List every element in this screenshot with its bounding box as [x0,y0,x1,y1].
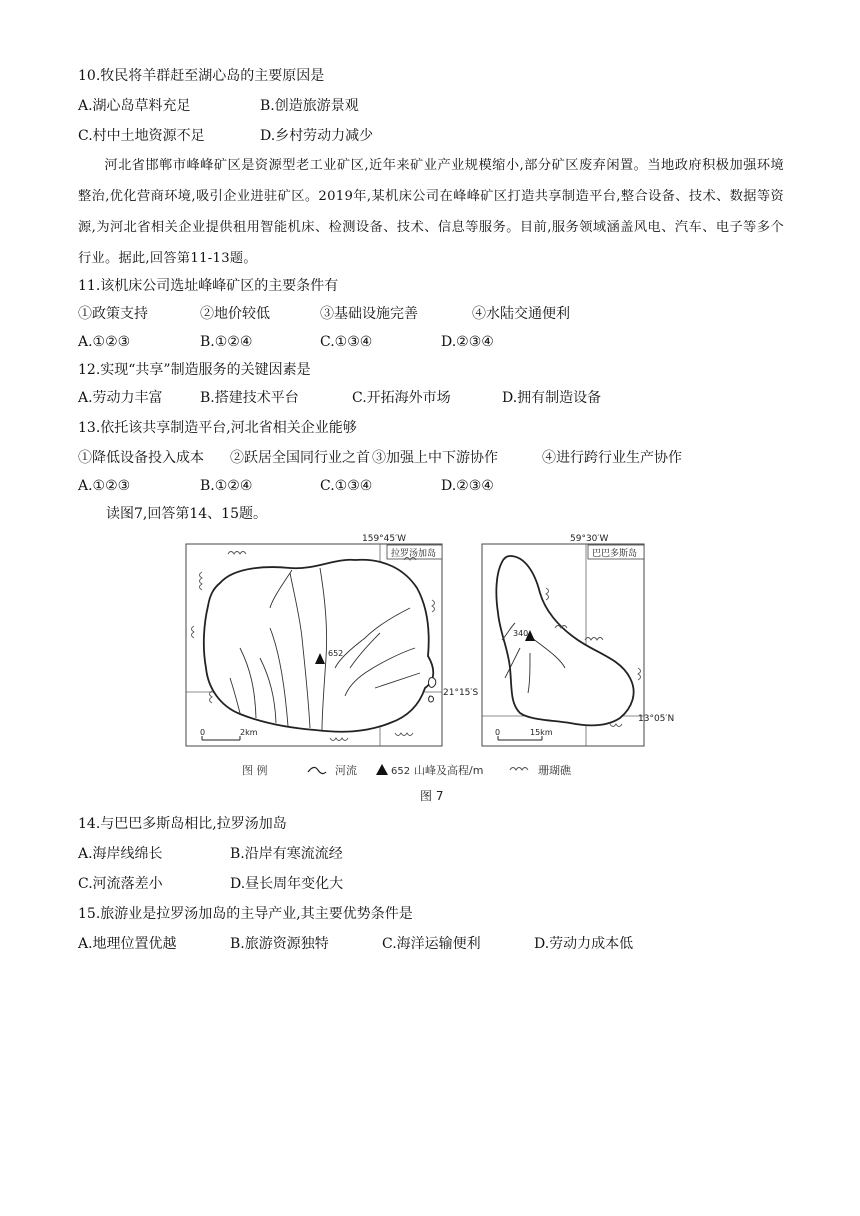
q11-item-2: ②地价较低 [200,306,270,322]
legend-title: 图 例 [242,764,268,777]
right-map-longitude: 59°30′W [570,534,609,544]
q14-option-a[interactable]: A.海岸线绵长 [78,846,163,862]
figure-intro: 读图7,回答第14、15题。 [106,506,267,522]
q12-option-a[interactable]: A.劳动力丰富 [78,390,163,406]
legend-peak: 山峰及高程/m [414,764,484,777]
q10-option-b[interactable]: B.创造旅游景观 [260,98,359,114]
barbados-island [496,556,633,725]
question-12-stem: 12.实现“共享”制造服务的关键因素是 [78,362,311,378]
q10-option-d[interactable]: D.乡村劳动力减少 [260,128,374,144]
question-14-stem: 14.与巴巴多斯岛相比,拉罗汤加岛 [78,816,287,832]
legend-peak-icon [376,764,388,775]
q10-option-a[interactable]: A.湖心岛草料充足 [78,98,191,114]
left-scale-end: 2km [240,728,258,737]
left-scale-start: 0 [200,728,206,737]
question-13-stem: 13.依托该共享制造平台,河北省相关企业能够 [78,420,357,436]
legend-reef: 珊瑚礁 [538,764,571,777]
q12-option-b[interactable]: B.搭建技术平台 [200,390,299,406]
q11-option-d[interactable]: D.②③④ [441,334,494,350]
q11-option-c[interactable]: C.①③④ [320,334,373,350]
q15-option-c[interactable]: C.海洋运输便利 [382,936,481,952]
question-10-stem: 10.牧民将羊群赶至湖心岛的主要原因是 [78,68,325,84]
legend-reef-icon [510,768,528,771]
legend-peak-sample: 652 [391,766,411,777]
q11-item-1: ①政策支持 [78,306,148,322]
rarotonga-peak-elevation: 652 [328,649,344,658]
right-map-latitude: 13°05′N [638,714,675,724]
q13-item-3: ③加强上中下游协作 [372,450,498,466]
barbados-peak-elevation: 340 [513,629,529,638]
q10-option-c[interactable]: C.村中土地资源不足 [78,128,205,144]
question-11-stem: 11.该机床公司选址峰峰矿区的主要条件有 [78,278,339,294]
right-map-title: 巴巴多斯岛 [592,549,638,559]
question-15-stem: 15.旅游业是拉罗汤加岛的主导产业,其主要优势条件是 [78,906,413,922]
legend-river-icon [308,767,326,773]
q13-item-1: ①降低设备投入成本 [78,450,204,466]
figure-caption: 图 7 [420,789,444,803]
q13-option-a[interactable]: A.①②③ [78,478,131,494]
figure-7-maps [180,528,700,804]
q11-option-b[interactable]: B.①②④ [200,334,253,350]
q12-option-d[interactable]: D.拥有制造设备 [502,390,602,406]
q13-option-d[interactable]: D.②③④ [441,478,494,494]
right-scale-end: 15km [530,728,553,737]
q14-option-c[interactable]: C.河流落差小 [78,876,163,892]
right-scale-start: 0 [495,728,501,737]
left-map-latitude: 21°15′S [443,688,479,698]
left-map-title: 拉罗汤加岛 [391,549,437,559]
q14-option-d[interactable]: D.昼长周年变化大 [230,876,344,892]
q11-item-4: ④水陆交通便利 [472,306,570,322]
q13-item-2: ②跃居全国同行业之首 [230,450,370,466]
legend-river: 河流 [335,764,357,777]
q13-item-4: ④进行跨行业生产协作 [542,450,682,466]
passage-11-13: 河北省邯郸市峰峰矿区是资源型老工业矿区,近年来矿业产业规模缩小,部分矿区废弃闲置。当地政府积极加强环境整治,优化营商环境,吸引企业进驻矿区。2019年,某机床公司在峰峰矿区打造共享制造平台,整合设备、技术、数据等资源,为河北省相关企业提供租用智能机床、检测设备、技术、信息等服务。目前,服务领域涵盖风电、汽车、电子等多个行业。据此,回答第11-13题。 [78,158,784,266]
q14-option-b[interactable]: B.沿岸有寒流流经 [230,846,343,862]
q11-option-a[interactable]: A.①②③ [78,334,131,350]
q11-item-3: ③基础设施完善 [320,306,418,322]
q15-option-d[interactable]: D.劳动力成本低 [534,936,634,952]
q13-option-b[interactable]: B.①②④ [200,478,253,494]
q13-option-c[interactable]: C.①③④ [320,478,373,494]
left-map-longitude: 159°45′W [362,534,407,544]
q15-option-b[interactable]: B.旅游资源独特 [230,936,329,952]
q15-option-a[interactable]: A.地理位置优越 [78,936,177,952]
q12-option-c[interactable]: C.开拓海外市场 [352,390,451,406]
